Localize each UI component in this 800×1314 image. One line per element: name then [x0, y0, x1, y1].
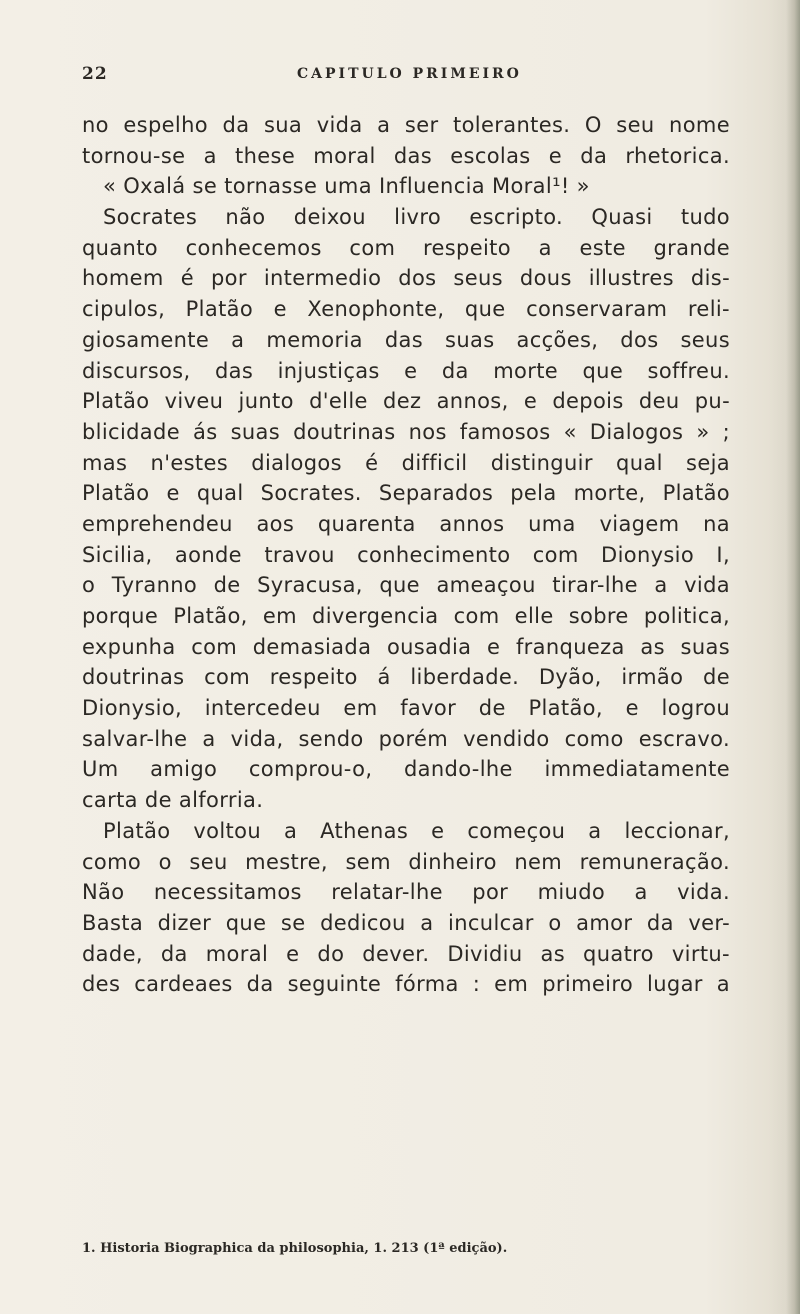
text-line: salvar-lhe a vida, sendo porém vendido como escravo.: [82, 726, 730, 751]
text-line: Não necessitamos relatar-lhe por miudo a vida.: [82, 880, 730, 905]
text-line: quanto conhecemos com respeito a este grande: [82, 235, 730, 260]
text-line: Sicilia, aonde travou conhecimento com Dionysio I,: [82, 542, 730, 567]
text-line: Basta dizer que se dedicou a inculcar o amor da ver-: [82, 910, 730, 935]
text-line: expunha com demasiada ousadia e franqueza as suas: [82, 634, 730, 659]
page-number: 22: [82, 64, 108, 84]
text-line: Socrates não deixou livro escripto. Quasi tudo: [103, 205, 730, 230]
text-line: des cardeaes da seguinte fórma : em primeiro lugar a: [82, 972, 730, 997]
text-line: « Oxalá se tornasse uma Influencia Moral¹! »: [103, 174, 590, 199]
text-line: cipulos, Platão e Xenophonte, que conservaram reli-: [82, 297, 730, 322]
text-line: Platão viveu junto d'elle dez annos, e depois deu pu-: [82, 389, 730, 414]
footnote: 1. Historia Biographica da philosophia, 1. 213 (1ª edição).: [82, 1241, 508, 1256]
text-line: Dionysio, intercedeu em favor de Platão, e logrou: [82, 696, 730, 721]
text-line: tornou-se a these moral das escolas e da rhetorica.: [82, 143, 730, 168]
text-line: doutrinas com respeito á liberdade. Dyão, irmão de: [82, 665, 730, 690]
text-line: Platão voltou a Athenas e começou a leccionar,: [103, 818, 730, 843]
text-line: Platão e qual Socrates. Separados pela morte, Platão: [82, 481, 730, 506]
body-text: [82, 110, 730, 1000]
page-header: [72, 64, 712, 88]
text-line: emprehendeu aos quarenta annos uma viagem na: [82, 511, 730, 536]
text-line: o Tyranno de Syracusa, que ameaçou tirar-lhe a vida: [82, 573, 730, 598]
text-line: dade, da moral e do dever. Dividiu as quatro virtu-: [82, 941, 730, 966]
text-line: como o seu mestre, sem dinheiro nem remuneração.: [82, 849, 730, 874]
text-line: Um amigo comprou-o, dando-lhe immediatamente: [82, 757, 730, 782]
text-line: blicidade ás suas doutrinas nos famosos « Dialogos » ;: [82, 419, 730, 444]
text-line: mas n'estes dialogos é difficil distinguir qual seja: [82, 450, 730, 475]
text-line: carta de alforria.: [82, 788, 264, 813]
text-line: homem é por intermedio dos seus dous illustres dis-: [82, 266, 730, 291]
text-line: giosamente a memoria das suas acções, dos seus: [82, 327, 730, 352]
text-line: no espelho da sua vida a ser tolerantes. O seu nome: [82, 113, 730, 137]
text-line: discursos, das injustiças e da morte que soffreu.: [82, 358, 730, 383]
text-line: porque Platão, em divergencia com elle sobre politica,: [82, 604, 730, 628]
running-head: CAPITULO PRIMEIRO: [297, 66, 522, 82]
page-edge-shadow: [786, 0, 800, 1314]
